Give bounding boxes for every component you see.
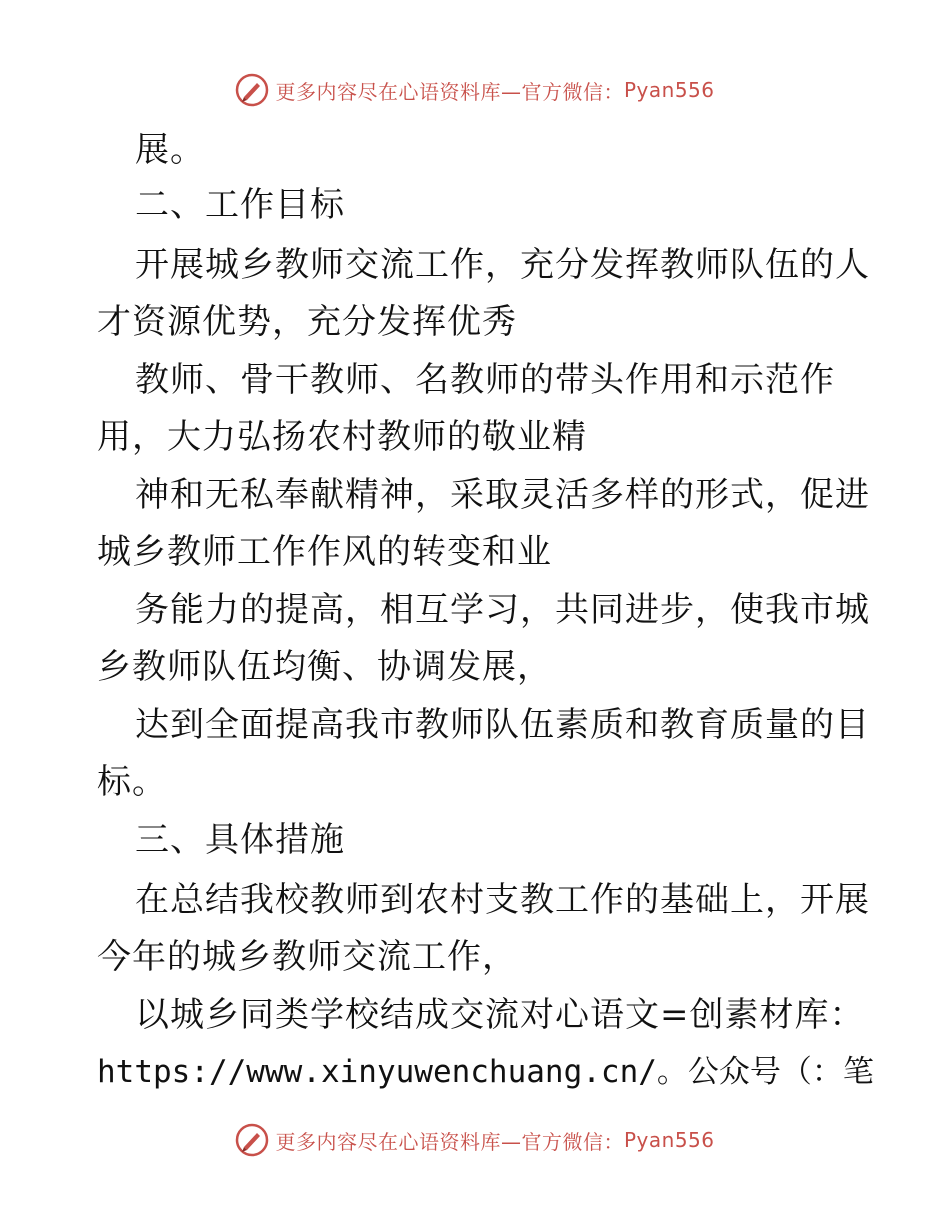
text-line: 城乡教师工作作风的转变和业 <box>97 532 552 572</box>
text-line: 开展城乡教师交流工作，充分发挥教师队伍的人 <box>135 245 870 285</box>
text-line: 乡教师队伍均衡、协调发展， <box>97 647 552 687</box>
pen-logo-icon <box>235 1123 269 1157</box>
text-line: 教师、骨干教师、名教师的带头作用和示范作 <box>135 360 835 400</box>
footer-banner <box>0 1120 950 1160</box>
text-line: 标。 <box>97 762 167 802</box>
text-line: 展。 <box>135 130 205 170</box>
section-heading: 三、具体措施 <box>135 820 345 860</box>
footer-banner-text: 更多内容尽在心语资料库—官方微信： <box>275 1129 624 1154</box>
text-line: 用，大力弘扬农村教师的敬业精 <box>97 417 587 457</box>
header-banner-text: 更多内容尽在心语资料库—官方微信： <box>275 79 624 104</box>
text-line: 今年的城乡教师交流工作， <box>97 937 517 977</box>
text-line: https://www.xinyuwenchuang.cn/。公众号（：笔 <box>97 1054 874 1090</box>
section-heading: 二、工作目标 <box>135 185 345 225</box>
text-line: 以城乡同类学校结成交流对心语文=创素材库： <box>135 995 865 1035</box>
text-line: 在总结我校教师到农村支教工作的基础上，开展 <box>135 880 870 920</box>
text-line: 达到全面提高我市教师队伍素质和教育质量的目 <box>135 705 870 745</box>
header-banner <box>0 70 950 110</box>
pen-logo-icon <box>235 73 269 107</box>
text-line: 才资源优势，充分发挥优秀 <box>97 302 517 342</box>
footer-wechat-id: Pyan556 <box>623 1128 715 1152</box>
text-line: 神和无私奉献精神，采取灵活多样的形式，促进 <box>135 475 870 515</box>
header-wechat-id: Pyan556 <box>623 78 715 102</box>
text-line: 务能力的提高，相互学习，共同进步，使我市城 <box>135 590 870 630</box>
